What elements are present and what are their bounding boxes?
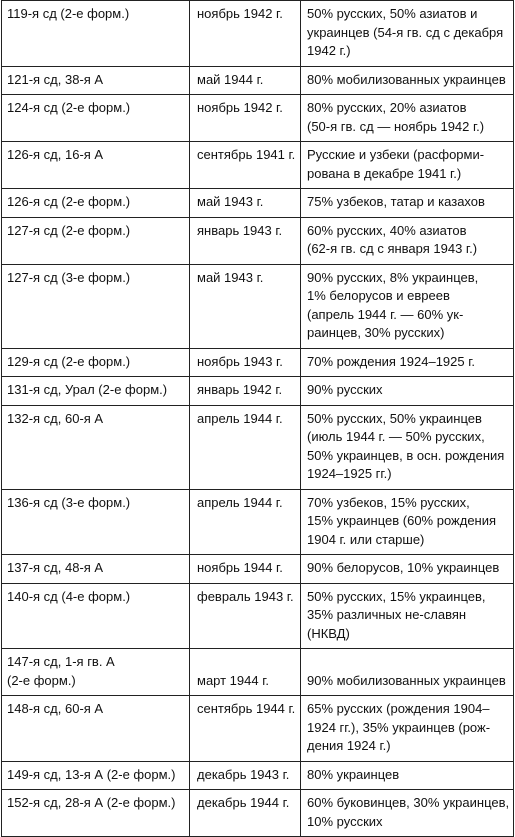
unit-cell: 124-я сд (2-е форм.) — [2, 95, 190, 142]
table-row — [2, 95, 514, 142]
unit-cell: 149-я сд, 13-я А (2-е форм.) — [2, 761, 190, 790]
composition-cell: 65% русских (рождения 1904– 1924 гг.), 35% украинцев (рож- дения 1924 г.) — [301, 696, 514, 762]
composition-cell: 60% буковинцев, 30% украинцев, 10% русских — [301, 790, 514, 837]
table-row — [2, 66, 514, 95]
date-cell: май 1943 г. — [190, 189, 301, 218]
table-row — [2, 264, 514, 348]
table-row — [2, 696, 514, 762]
table-row — [2, 217, 514, 264]
table-row — [2, 790, 514, 837]
date-cell: апрель 1944 г. — [190, 489, 301, 555]
table-row — [2, 555, 514, 584]
date-cell: май 1943 г. — [190, 264, 301, 348]
composition-cell: 75% узбеков, татар и казахов — [301, 189, 514, 218]
date-cell: март 1944 г. — [190, 649, 301, 696]
composition-cell: 60% русских, 40% азиатов (62-я гв. сд с января 1943 г.) — [301, 217, 514, 264]
date-cell: декабрь 1943 г. — [190, 761, 301, 790]
date-cell: май 1944 г. — [190, 66, 301, 95]
table-row — [2, 348, 514, 377]
composition-cell: 90% мобилизованных украинцев — [301, 649, 514, 696]
table-row — [2, 583, 514, 649]
composition-cell: 70% узбеков, 15% русских, 15% украинцев (60% рождения 1904 г. или старше) — [301, 489, 514, 555]
table-row — [2, 405, 514, 489]
composition-cell: 90% русских, 8% украинцев, 1% белорусов и евреев (апрель 1944 г. — 60% ук- раинцев, 30% русских) — [301, 264, 514, 348]
unit-cell: 127-я сд (2-е форм.) — [2, 217, 190, 264]
date-cell: сентябрь 1944 г. — [190, 696, 301, 762]
table-row — [2, 377, 514, 406]
date-cell: ноябрь 1943 г. — [190, 348, 301, 377]
date-cell: январь 1943 г. — [190, 217, 301, 264]
composition-cell: 50% русских, 50% украинцев (июль 1944 г. — 50% русских, 50% украинцев, в осн. рождения 1924–1925 гг.) — [301, 405, 514, 489]
date-cell: сентябрь 1941 г. — [190, 142, 301, 189]
date-cell: ноябрь 1944 г. — [190, 555, 301, 584]
unit-cell: 126-я сд, 16-я А — [2, 142, 190, 189]
table-body — [2, 1, 514, 837]
date-cell: ноябрь 1942 г. — [190, 1, 301, 67]
composition-cell: 50% русских, 15% украинцев, 35% различных не-славян (НКВД) — [301, 583, 514, 649]
composition-cell: 80% русских, 20% азиатов (50-я гв. сд — ноябрь 1942 г.) — [301, 95, 514, 142]
table-row — [2, 489, 514, 555]
unit-cell: 129-я сд (2-е форм.) — [2, 348, 190, 377]
date-cell: декабрь 1944 г. — [190, 790, 301, 837]
unit-cell: 148-я сд, 60-я А — [2, 696, 190, 762]
unit-cell: 147-я сд, 1-я гв. А (2-е форм.) — [2, 649, 190, 696]
composition-cell: 50% русских, 50% азиатов и украинцев (54-я гв. сд с декабря 1942 г.) — [301, 1, 514, 67]
unit-cell: 136-я сд (3-е форм.) — [2, 489, 190, 555]
unit-cell: 119-я сд (2-е форм.) — [2, 1, 190, 67]
table-row — [2, 142, 514, 189]
composition-cell: 70% рождения 1924–1925 г. — [301, 348, 514, 377]
unit-cell: 131-я сд, Урал (2-е форм.) — [2, 377, 190, 406]
unit-cell: 127-я сд (3-е форм.) — [2, 264, 190, 348]
unit-cell: 140-я сд (4-е форм.) — [2, 583, 190, 649]
unit-cell: 126-я сд (2-е форм.) — [2, 189, 190, 218]
composition-cell: 90% белорусов, 10% украинцев — [301, 555, 514, 584]
division-composition-table — [1, 0, 514, 837]
unit-cell: 152-я сд, 28-я А (2-е форм.) — [2, 790, 190, 837]
date-cell: февраль 1943 г. — [190, 583, 301, 649]
composition-cell: Русские и узбеки (расформи- рована в декабре 1941 г.) — [301, 142, 514, 189]
table-row — [2, 189, 514, 218]
composition-cell: 80% украинцев — [301, 761, 514, 790]
composition-cell: 80% мобилизованных украинцев — [301, 66, 514, 95]
unit-cell: 137-я сд, 48-я А — [2, 555, 190, 584]
table-row — [2, 1, 514, 67]
table-row — [2, 761, 514, 790]
unit-cell: 132-я сд, 60-я А — [2, 405, 190, 489]
date-cell: апрель 1944 г. — [190, 405, 301, 489]
date-cell: январь 1942 г. — [190, 377, 301, 406]
composition-cell: 90% русских — [301, 377, 514, 406]
unit-cell: 121-я сд, 38-я А — [2, 66, 190, 95]
table-row — [2, 649, 514, 696]
date-cell: ноябрь 1942 г. — [190, 95, 301, 142]
